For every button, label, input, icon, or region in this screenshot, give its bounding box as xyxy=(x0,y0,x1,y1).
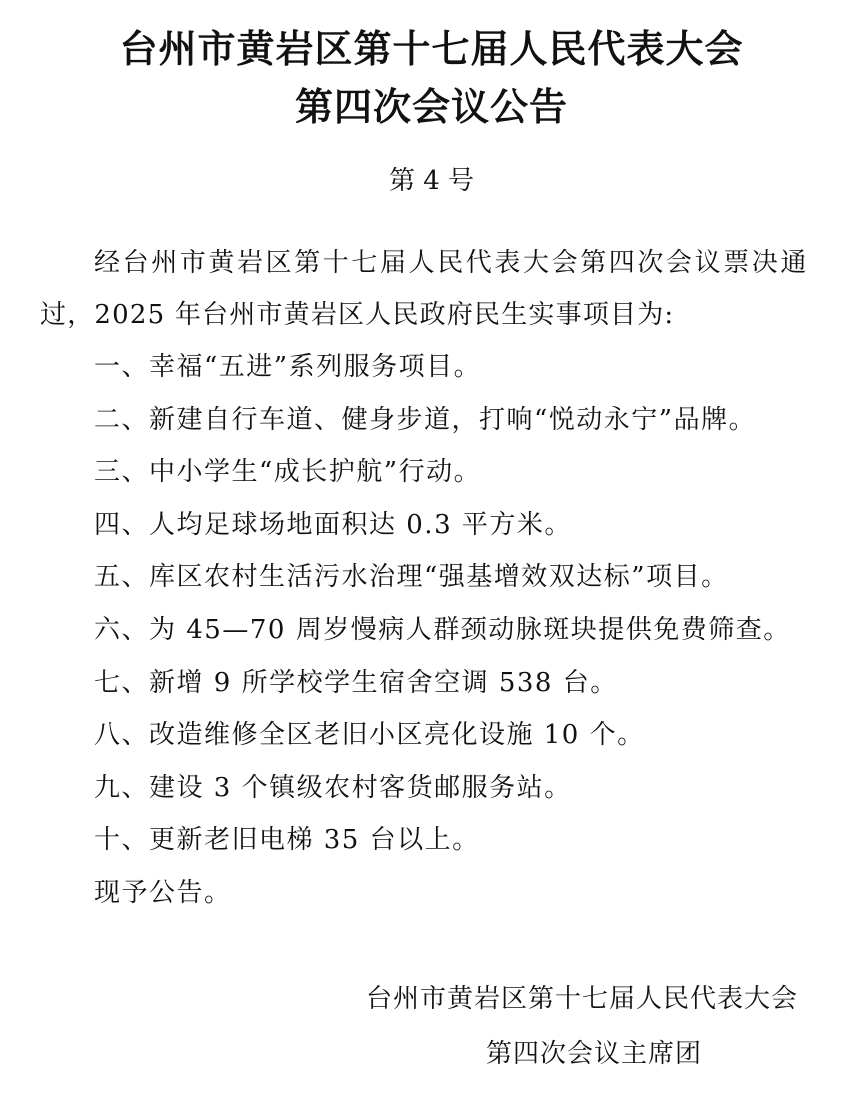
project-item-1: 一、幸福“五进”系列服务项目。 xyxy=(94,352,482,382)
document-title-line-1: 台州市黄岩区第十七届人民代表大会 xyxy=(119,27,744,71)
project-item-9: 九、建设 3 个镇级农村客货邮服务站。 xyxy=(94,772,572,803)
closing-statement: 现予公告。 xyxy=(94,878,232,908)
intro-paragraph-line-2: 过，2025 年台州市黄岩区人民政府民生实事项目为: xyxy=(40,300,675,330)
project-list xyxy=(94,350,791,876)
project-item-5: 五、库区农村生活污水治理“强基增效双达标”项目。 xyxy=(94,562,729,593)
document-title-line-2: 第四次会议公告 xyxy=(294,85,568,129)
intro-paragraph-line-1: 经台州市黄岩区第十七届人民代表大会第四次会议票决通 xyxy=(94,248,810,278)
project-item-6: 六、为 45—70 周岁慢病人群颈动脉斑块提供免费筛查。 xyxy=(94,614,791,645)
project-item-3: 三、中小学生“成长护航”行动。 xyxy=(94,457,482,488)
document-number: 第 4 号 xyxy=(388,166,475,196)
project-item-8: 八、改造维修全区老旧小区亮化设施 10 个。 xyxy=(94,720,645,751)
project-item-4: 四、人均足球场地面积达 0.3 平方米。 xyxy=(94,509,572,540)
signature-line-2: 第四次会议主席团 xyxy=(486,1039,703,1069)
project-item-7: 七、新增 9 所学校学生宿舍空调 538 台。 xyxy=(94,667,618,698)
project-item-10: 十、更新老旧电梯 35 台以上。 xyxy=(94,825,480,856)
signature-line-1: 台州市黄岩区第十七届人民代表大会 xyxy=(366,984,799,1014)
project-item-2: 二、新建自行车道、健身步道，打响“悦动永宁”品牌。 xyxy=(94,404,757,435)
